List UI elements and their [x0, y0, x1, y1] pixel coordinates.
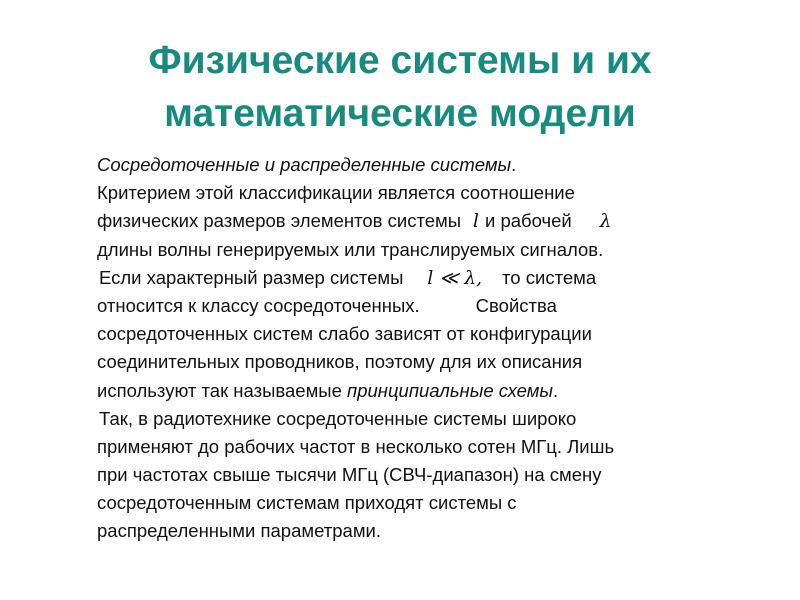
paragraph-2-line-2 [97, 292, 717, 320]
title-line-1: Физические системы и их [148, 39, 652, 82]
paragraph-1-line-1 [97, 151, 717, 179]
slide-body [97, 151, 717, 546]
paragraph-2-line-5-dot: . [553, 379, 559, 401]
paragraph-3-line-3: при частотах свыше тысячи МГц (СВЧ-диапазон) на смену [97, 464, 602, 486]
condition-formula: l ≪ λ, [427, 267, 483, 289]
paragraph-2 [97, 264, 717, 405]
paragraph-2-line-3: сосредоточенных систем слабо зависят от конфигурации [97, 323, 592, 345]
paragraph-1-line-3-text-b: и рабочей [484, 210, 572, 232]
paragraph-1 [97, 151, 717, 264]
paragraph-1-line-3 [97, 207, 717, 235]
paragraph-2-line-5-text-a: используют так называемые [97, 379, 342, 401]
paragraph-2-line-1 [99, 264, 717, 292]
paragraph-3 [97, 405, 717, 546]
paragraph-2-italic-term: принципиальные схемы [347, 379, 554, 401]
title-line-2: математические модели [164, 92, 636, 135]
symbol-lambda: λ [599, 211, 612, 233]
paragraph-2-line-5 [97, 377, 717, 405]
paragraph-1-line-4: длины волны генерируемых или транслируемых сигналов. [97, 238, 604, 260]
paragraph-2-line-2-text-a: относится к классу сосредоточенных. [97, 294, 420, 316]
symbol-l: l [473, 211, 479, 233]
paragraph-1-line-2: Критерием этой классификации является соотношение [97, 182, 575, 204]
paragraph-3-line-2: применяют до рабочих частот в несколько сотен МГц. Лишь [97, 435, 615, 457]
paragraph-1-heading-dot: . [511, 154, 517, 175]
paragraph-1-heading: Сосредоточенные и распределенные системы [97, 154, 512, 175]
paragraph-3-line-4: сосредоточенным системам приходят системы с [97, 492, 517, 514]
paragraph-1-line-3-text-a: физических размеров элементов системы [97, 210, 462, 232]
paragraph-2-line-4: соединительных проводников, поэтому для их описания [97, 351, 583, 373]
paragraph-2-line-1-text-a: Если характерный размер системы [99, 266, 404, 288]
paragraph-2-line-1-text-b: то система [502, 266, 597, 288]
paragraph-3-line-5: распределенными параметрами. [97, 520, 382, 542]
paragraph-2-line-2-text-b: Свойства [475, 294, 557, 316]
slide-title [40, 34, 760, 140]
paragraph-3-line-1: Так, в радиотехнике сосредоточенные системы широко [99, 407, 577, 429]
